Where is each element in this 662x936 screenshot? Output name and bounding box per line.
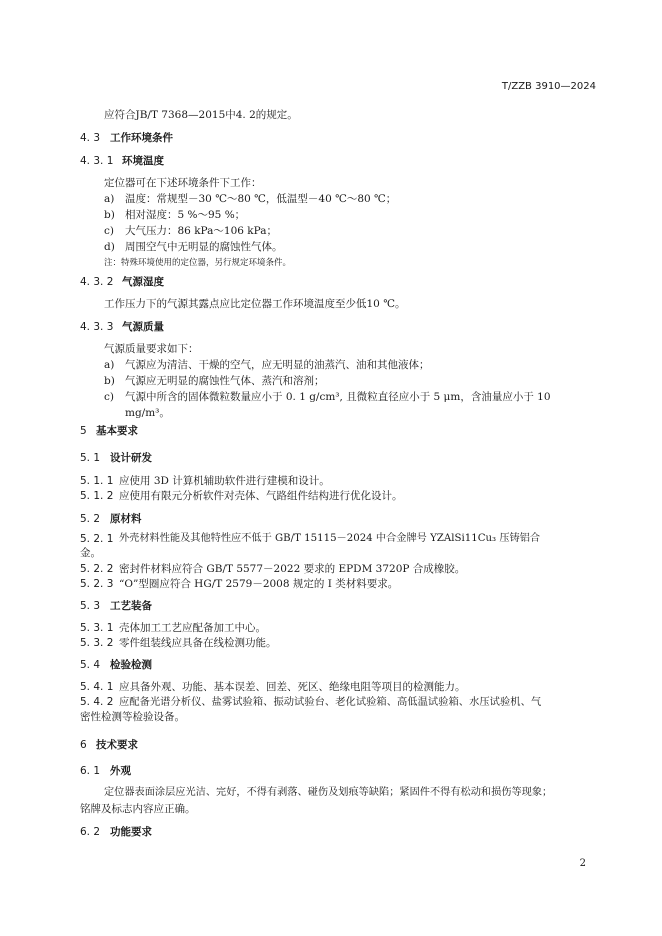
clause-number: 5. 1. 1 [80,475,114,487]
section-title: 基本要求 [96,425,138,437]
clause-text-continued: 密性检测等检验设备。 [80,711,185,723]
section-number: 4. 3. 3 [80,321,114,333]
section-title: 功能要求 [110,826,152,838]
list-marker: d) [104,241,115,253]
list-item: 大气压力：86 kPa～106 kPa； [125,225,278,237]
section-number: 5. 4 [80,659,101,671]
clause-number: 5. 4. 1 [80,681,114,693]
note: 注：特殊环境使用的定位器，另行规定环境条件。 [104,258,292,268]
paragraph: 定位器可在下述环境条件下工作： [104,177,262,189]
list-item: 气源应为清洁、干燥的空气，应无明显的油蒸汽、油和其他液体； [125,359,430,371]
clause-text-continued: 金。 [80,547,101,559]
section-number: 6. 1 [80,765,101,777]
list-marker: b) [104,375,115,387]
clause-text: 外壳材料性能及其他特性应不低于 GB/T 15115－2024 中合金牌号 YZAlSi11Cu₃ 压铸铝合 [119,533,541,544]
list-item: 温度：常规型－30 ℃～80 ℃，低温型－40 ℃～80 ℃； [125,193,397,205]
list-item: 相对湿度：5 %～95 %； [125,209,246,221]
section-number: 5. 1 [80,452,101,464]
section-title: 检验检测 [110,659,152,671]
clause-number: 5. 2. 2 [80,563,114,575]
list-item: 气源中所含的固体微粒数量应小于 0. 1 g/cm³, 且微粒直径应小于 5 μm，含油量应小于 10 [125,391,551,403]
clause-number: 5. 2. 3 [80,578,114,590]
clause-text: 应配备光谱分析仪、盐雾试验箱、振动试验台、老化试验箱、高低温试验箱、水压试验机、气 [119,696,542,708]
section-number: 4. 3 [80,132,101,144]
clause-text: “O”型圈应符合 HG/T 2579－2008 规定的 I 类材料要求。 [119,578,399,590]
clause-text: 零件组装线应具备在线检测功能。 [119,637,277,649]
list-marker: a) [104,359,115,371]
page-number: 2 [579,858,586,869]
list-marker: b) [104,209,115,221]
section-title: 工艺装备 [110,600,152,612]
list-item: 周围空气中无明显的腐蚀性气体。 [125,241,283,253]
section-number: 6 [80,739,87,751]
clause-number: 5. 1. 2 [80,490,114,502]
section-title: 环境温度 [122,155,164,167]
paragraph: 气源质量要求如下： [104,343,199,355]
section-number: 6. 2 [80,826,101,838]
clause-text: 密封件材料应符合 GB/T 5577－2022 要求的 EPDM 3720P 合成橡胶。 [119,563,466,575]
paragraph: 应符合JB/T 7368—2015中4. 2的规定。 [104,109,298,121]
paragraph-continued: 铭牌及标志内容应正确。 [80,803,196,815]
clause-text: 应使用有限元分析软件对壳体、气路组件结构进行优化设计。 [119,490,403,502]
clause-number: 5. 3. 1 [80,622,114,634]
clause-number: 5. 3. 2 [80,637,114,649]
clause-number: 5. 4. 2 [80,696,114,708]
section-number: 4. 3. 1 [80,155,114,167]
section-title: 设计研发 [110,452,152,464]
section-title: 气源质量 [122,321,164,333]
clause-text: 应使用 3D 计算机辅助软件进行建模和设计。 [119,475,330,487]
paragraph: 工作压力下的气源其露点应比定位器工作环境温度至少低10 ℃。 [104,298,406,310]
section-number: 4. 3. 2 [80,276,114,288]
section-number: 5. 2 [80,513,101,525]
clause-text: 应具备外观、功能、基本误差、回差、死区、绝缘电阻等项目的检测能力。 [119,681,466,693]
section-title: 技术要求 [96,739,138,751]
list-marker: a) [104,193,115,205]
section-title: 外观 [110,765,131,777]
paragraph: 定位器表面涂层应光洁、完好，不得有剥落、碰伤及划痕等缺陷；紧固件不得有松动和损伤等现象； [104,787,553,798]
list-marker: c) [104,391,114,403]
clause-number: 5. 2. 1 [80,533,114,545]
section-title: 原材料 [110,513,142,525]
section-title: 气源湿度 [122,276,164,288]
section-number: 5 [80,425,87,437]
list-marker: c) [104,225,114,237]
section-title: 工作环境条件 [110,132,173,144]
clause-text: 壳体加工工艺应配备加工中心。 [119,622,266,634]
doc-code: T/ZZB 3910—2024 [501,81,596,92]
section-number: 5. 3 [80,600,101,612]
list-item-continued: mg/m³。 [125,407,170,419]
list-item: 气源应无明显的腐蚀性气体、蒸汽和溶剂； [125,375,325,387]
